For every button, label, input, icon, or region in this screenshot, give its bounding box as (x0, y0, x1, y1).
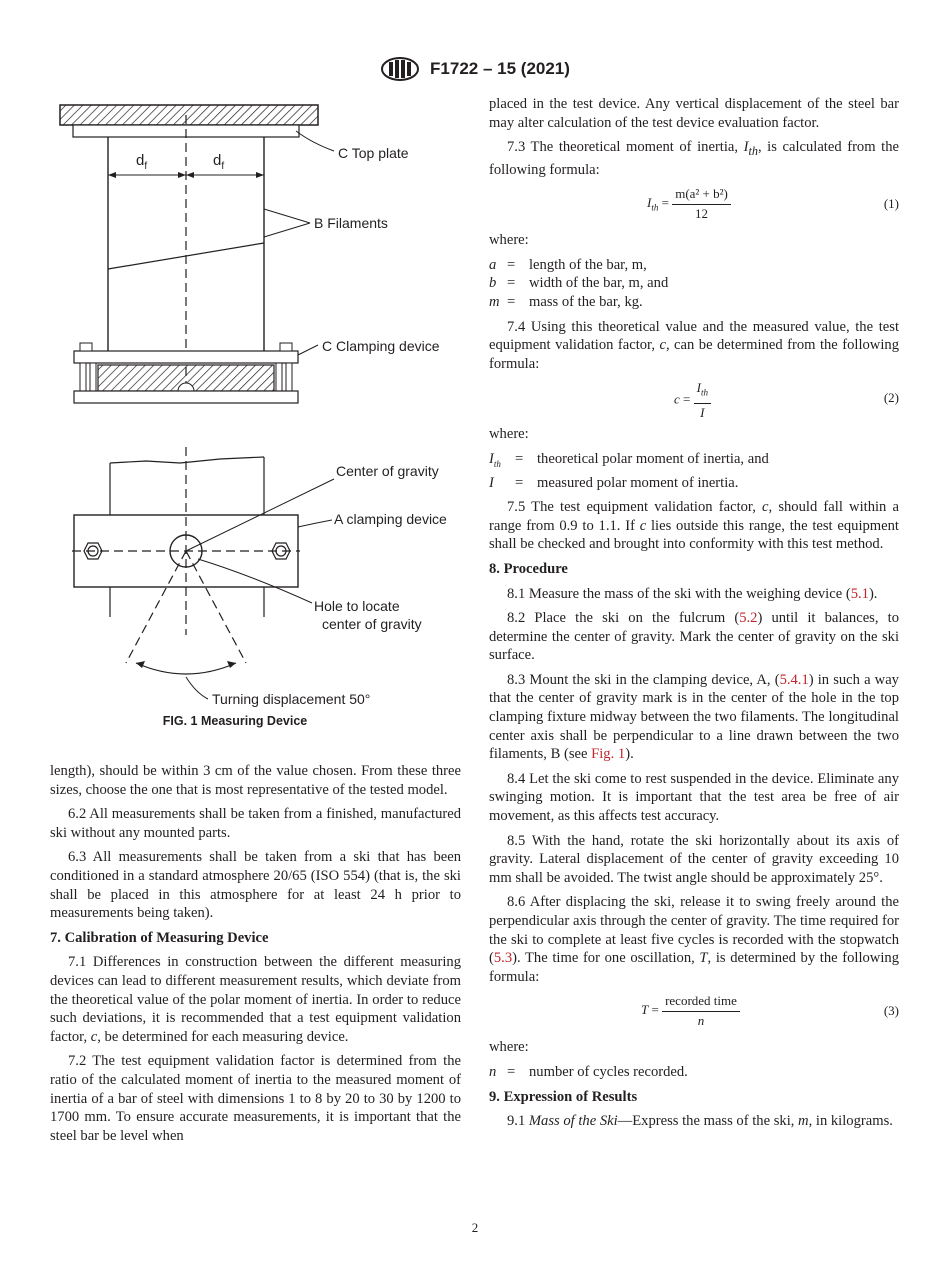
paragraph-8-3: 8.3 Mount the ski in the clamping device, A, (5.4.1) in such a way that the center of gravity mark is in the center of the hole in the top clamping fixture midway between the two filaments. The longitudinal center axis shall be perpendicular to a line drawn between the two filaments, B (see Fig. 1). (489, 671, 899, 763)
label-center-of-gravity: Center of gravity (336, 463, 439, 479)
svg-text:df: $d_f$ (213, 152, 225, 172)
section-7-heading: 7. Calibration of Measuring Device (50, 929, 269, 946)
page-number: 2 (471, 1220, 479, 1235)
paragraph-7-1: 7.1 Differences in construction between the different measuring devices can lead to different measurement results, which deviate from the theoretical value of the polar moment of inertia. In order to reduce such deviations, it is recommended that a test equipment validation factor, c, be determined for each measuring device. (50, 954, 461, 1045)
svg-text:df: $d_f$ (136, 152, 148, 172)
right-column (489, 95, 899, 1137)
label-a-clamping-device: A clamping device (334, 511, 447, 527)
paragraph-6-2: 6.2 All measurements shall be taken from a finished, manufactured ski without any mounted parts. (50, 806, 461, 841)
ref-5-2-link[interactable]: 5.2 (739, 610, 758, 627)
label-hole-1: Hole to locate (314, 598, 400, 614)
where-3: where: (489, 1039, 529, 1056)
figure-measuring-device (50, 95, 470, 735)
paragraph-7-2: 7.2 The test equipment validation factor is determined from the ratio of the calculated moment of inertia to the measured moment of inertia of a bar of steel with dimensions 1 to 8 by 20 to 30 by 1200 to 1700 mm. To ensure accurate measurements, it is important that the steel bar be level when (50, 1053, 461, 1144)
paragraph-7-5: 7.5 The test equipment validation factor, c, should fall within a range from 0.9 to 1.1. If c lies outside this range, the test equipment shall be checked and brought into conformity with this test method. (489, 499, 899, 553)
ref-5-4-1-link[interactable]: 5.4.1 (779, 671, 809, 688)
paragraph-8-6: 8.6 After displacing the ski, release it to swing freely around the perpendicular axis through the center of gravity. The time required for the ski to complete at least five cycles is recorded with the stopwatch (5.3). The time for one oscillation, T, is determined by the following formula: (489, 894, 899, 985)
section-8-heading: 8. Procedure (489, 560, 568, 577)
label-hole-2: center of gravity (322, 616, 422, 632)
label-turning-displacement: Turning displacement 50° (212, 691, 371, 707)
label-filaments: B Filaments (314, 215, 388, 231)
equation-3: T = $\frac{\text{recorded time}}{n}$ (3) (641, 993, 899, 1028)
paragraph-7-4: 7.4 Using this theoretical value and the measured value, the test equipment validation factor, c, can be determined from the following formula: (489, 318, 899, 372)
equation-2: c = $\frac{I_{th}}{I}$ (2) (674, 380, 899, 420)
top-plate (60, 105, 318, 125)
label-top-plate: C Top plate (338, 145, 409, 161)
equation-1: $I_{th}$ = $\frac{\text{m(a² + b²)}}{12}$ (1) (647, 186, 899, 221)
standard-designation: F1722 – 15 (2021) (430, 59, 570, 78)
section-9-heading: 9. Expression of Results (489, 1088, 638, 1105)
definitions-1: a = length of the bar, m, b = width of the bar, m, and m = mass of the bar, kg. (489, 256, 669, 311)
document-header (0, 56, 950, 82)
ref-5-1-link[interactable]: 5.1 (850, 585, 869, 602)
paragraph-continued-right: placed in the test device. Any vertical displacement of the steel bar may alter calculation of the test device evaluation factor. (489, 96, 899, 131)
ref-5-3-link[interactable]: 5.3 (493, 950, 513, 967)
definitions-2: $I_{th}$ = theoretical polar moment of inertia, and I = measured polar moment of inertia. (489, 451, 769, 491)
figure-caption: FIG. 1 Measuring Device (162, 714, 308, 728)
paragraph-6-3: 6.3 All measurements shall be taken from a ski that has been conditioned in a standard atmosphere 20/65 (ISO 554) (that is, the ski shall be placed in this atmosphere for at least 24 h prior to measurements being taken). (50, 849, 461, 922)
paragraph-8-2: 8.2 Place the ski on the fulcrum (5.2) until it balances, to determine the center of gravity. Mark the center of gravity on the ski surface. (489, 610, 899, 664)
ref-fig-1-link[interactable]: Fig. 1 (591, 746, 626, 763)
definitions-3: n = number of cycles recorded. (489, 1063, 688, 1080)
paragraph-8-5: 8.5 With the hand, rotate the ski horizontally about its axis of gravity. Lateral displacement of the center of gravity exceeding 10 mm shall be avoided. The twist angle should be approximately 25°. (489, 832, 899, 886)
label-clamping-device: C Clamping device (322, 338, 440, 354)
where-1: where: (489, 232, 529, 249)
paragraph-continued: length), should be within 3 cm of the value chosen. From these three sizes, choose the one that is most representative of the tested model. (50, 763, 461, 798)
paragraph-8-1: 8.1 Measure the mass of the ski with the weighing device (5.1). (507, 585, 878, 602)
paragraph-7-3: 7.3 The theoretical moment of inertia, $I_{th}$, is calculated from the following formula: (489, 139, 899, 178)
paragraph-8-4: 8.4 Let the ski come to rest suspended in the device. Eliminate any swinging motion. It is important that the test area be free of air movement, as this affects test accuracy. (489, 770, 899, 825)
left-column (50, 762, 461, 1151)
where-2: where: (489, 426, 529, 443)
paragraph-9-1: 9.1 Mass of the Ski—Express the mass of the ski, m, in kilograms. (507, 1113, 893, 1130)
astm-logo-icon (380, 56, 420, 82)
